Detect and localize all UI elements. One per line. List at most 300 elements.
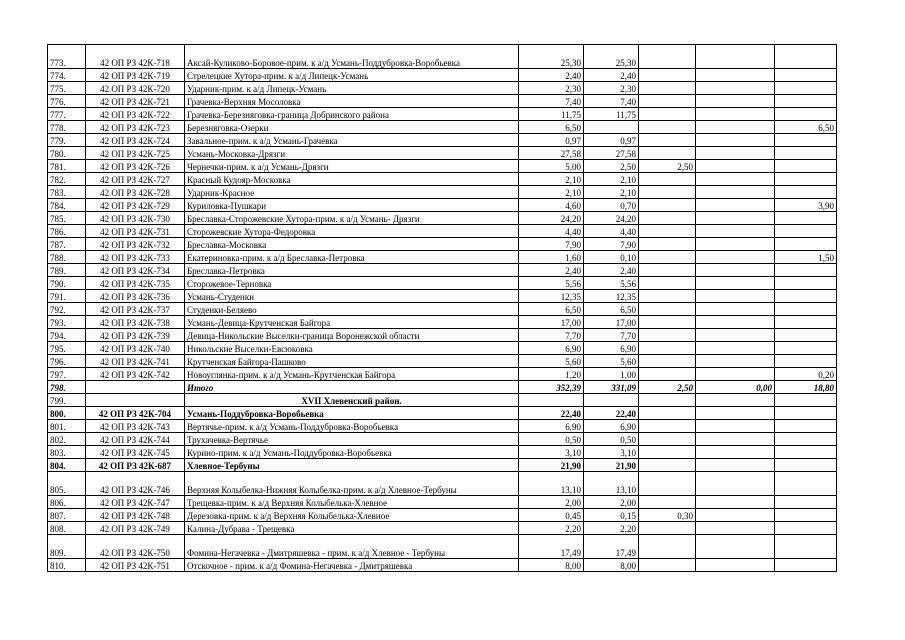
length-total: 2,00 [519, 496, 584, 509]
length-col-5 [775, 95, 837, 108]
length-total: 0,97 [519, 134, 584, 147]
length-col-4 [696, 277, 775, 290]
length-col-5 [775, 225, 837, 238]
row-number: 786. [48, 225, 86, 238]
length-col-4: 0,00 [696, 381, 775, 394]
length-col-5 [775, 535, 837, 559]
row-number: 796. [48, 355, 86, 368]
road-name: Девица-Никольские Выселки-граница Воронежской области [185, 329, 519, 342]
road-code: 42 ОП РЗ 42К-734 [86, 264, 185, 277]
length-col-5: 6,50 [775, 121, 837, 134]
road-code: 42 ОП РЗ 42К-741 [86, 355, 185, 368]
road-code: 42 ОП РЗ 42К-722 [86, 108, 185, 121]
length-col-4 [696, 459, 775, 472]
length-col-4 [696, 82, 775, 95]
length-total: 2,20 [519, 522, 584, 535]
table-row [48, 368, 837, 381]
length-col-4 [696, 160, 775, 173]
length-total: 4,60 [519, 199, 584, 212]
row-number: 781. [48, 160, 86, 173]
length-col-2: 331,09 [584, 381, 639, 394]
row-number: 804. [48, 459, 86, 472]
length-col-2: 2,30 [584, 82, 639, 95]
length-col-4 [696, 316, 775, 329]
table-row [48, 290, 837, 303]
length-col-5 [775, 472, 837, 496]
length-total: 24,20 [519, 212, 584, 225]
road-code: 42 ОП РЗ 42К-746 [86, 472, 185, 496]
road-name: Хлевное-Тербуны [185, 459, 519, 472]
row-number: 800. [48, 407, 86, 420]
length-col-5 [775, 134, 837, 147]
table-row [48, 238, 837, 251]
road-name: Усмань-Девица-Крутченская Байгора [185, 316, 519, 329]
table-row [48, 303, 837, 316]
length-total: 2,10 [519, 173, 584, 186]
length-col-3 [639, 433, 696, 446]
length-total: 352,39 [519, 381, 584, 394]
length-col-4 [696, 290, 775, 303]
road-name: Отскочное - прим. к а/д Фомина-Негачевка - Дмитряшевка [185, 559, 519, 572]
length-total: 17,49 [519, 535, 584, 559]
length-col-2: 25,30 [584, 45, 639, 69]
road-code: 42 ОП РЗ 42К-736 [86, 290, 185, 303]
length-total [519, 394, 584, 407]
row-number: 793. [48, 316, 86, 329]
length-col-2: 17,49 [584, 535, 639, 559]
road-code: 42 ОП РЗ 42К-739 [86, 329, 185, 342]
length-col-5 [775, 342, 837, 355]
road-code: 42 ОП РЗ 42К-724 [86, 134, 185, 147]
length-col-4 [696, 95, 775, 108]
road-code: 42 ОП РЗ 42К-720 [86, 82, 185, 95]
length-col-2: 12,35 [584, 290, 639, 303]
road-name: Сторожевские Хутора-Федоровка [185, 225, 519, 238]
road-code [86, 381, 185, 394]
road-name: Ударник-прим. к а/д Липецк-Усмань [185, 82, 519, 95]
length-col-4 [696, 108, 775, 121]
length-col-2: 2,20 [584, 522, 639, 535]
row-number: 778. [48, 121, 86, 134]
road-name: Курино-прим. к а/д Усмань-Поддубровка-Воробьевка [185, 446, 519, 459]
table-row [48, 212, 837, 225]
road-code: 42 ОП РЗ 42К-729 [86, 199, 185, 212]
length-col-5 [775, 522, 837, 535]
table-row [48, 459, 837, 472]
row-number: 788. [48, 251, 86, 264]
row-number: 773. [48, 45, 86, 69]
length-col-4 [696, 238, 775, 251]
road-name: Красный Кудояр-Московка [185, 173, 519, 186]
length-col-5 [775, 147, 837, 160]
length-col-2: 1,00 [584, 368, 639, 381]
row-number: 794. [48, 329, 86, 342]
length-col-4 [696, 45, 775, 69]
length-col-5 [775, 238, 837, 251]
length-col-4 [696, 173, 775, 186]
road-code: 42 ОП РЗ 42К-687 [86, 459, 185, 472]
table-row [48, 45, 837, 69]
length-col-3 [639, 186, 696, 199]
table-row [48, 277, 837, 290]
table-row [48, 134, 837, 147]
table-row [48, 147, 837, 160]
road-name: Грачевка-Березняговка-граница Добринского района [185, 108, 519, 121]
road-name: Аксай-Куликово-Боровое-прим. к а/д Усмань-Поддубровка-Воробьевка [185, 45, 519, 69]
row-number: 787. [48, 238, 86, 251]
length-total: 27,58 [519, 147, 584, 160]
length-col-5 [775, 45, 837, 69]
length-col-5 [775, 173, 837, 186]
length-col-3: 2,50 [639, 381, 696, 394]
table-row [48, 173, 837, 186]
road-code: 42 ОП РЗ 42К-743 [86, 420, 185, 433]
length-col-2: 24,20 [584, 212, 639, 225]
length-total: 25,30 [519, 45, 584, 69]
row-number: 808. [48, 522, 86, 535]
length-total: 2,40 [519, 69, 584, 82]
length-col-3 [639, 95, 696, 108]
length-col-5 [775, 303, 837, 316]
road-code: 42 ОП РЗ 42К-748 [86, 509, 185, 522]
road-code: 42 ОП РЗ 42К-749 [86, 522, 185, 535]
length-total: 5,00 [519, 160, 584, 173]
table-row [48, 329, 837, 342]
length-col-4 [696, 509, 775, 522]
length-col-4 [696, 225, 775, 238]
road-name: Бреславка-Московка [185, 238, 519, 251]
length-col-2: 0,15 [584, 509, 639, 522]
length-total: 6,50 [519, 121, 584, 134]
road-code: 42 ОП РЗ 42К-740 [86, 342, 185, 355]
road-code: 42 ОП РЗ 42К-747 [86, 496, 185, 509]
length-total: 8,00 [519, 559, 584, 572]
length-col-3 [639, 225, 696, 238]
length-col-3 [639, 277, 696, 290]
length-col-3 [639, 69, 696, 82]
road-code: 42 ОП РЗ 42К-744 [86, 433, 185, 446]
length-col-3 [639, 290, 696, 303]
length-total: 0,45 [519, 509, 584, 522]
length-col-5 [775, 316, 837, 329]
length-col-4 [696, 535, 775, 559]
length-col-4 [696, 355, 775, 368]
table-row [48, 355, 837, 368]
length-col-2: 8,00 [584, 559, 639, 572]
length-total: 2,40 [519, 264, 584, 277]
road-code: 42 ОП РЗ 42К-737 [86, 303, 185, 316]
length-col-3 [639, 496, 696, 509]
length-col-4 [696, 394, 775, 407]
table-row [48, 95, 837, 108]
length-col-2: 6,90 [584, 420, 639, 433]
road-code: 42 ОП РЗ 42К-721 [86, 95, 185, 108]
length-col-2: 22,40 [584, 407, 639, 420]
row-number: 799. [48, 394, 86, 407]
road-code: 42 ОП РЗ 42К-742 [86, 368, 185, 381]
length-col-2: 2,10 [584, 173, 639, 186]
length-col-4 [696, 134, 775, 147]
row-number: 785. [48, 212, 86, 225]
length-total: 4,40 [519, 225, 584, 238]
length-col-2: 7,90 [584, 238, 639, 251]
road-name: Трещевка-прим. к а/д Верхняя Колыбелька-Хлевное [185, 496, 519, 509]
road-name: Екатериновка-прим. к а/д Бреславка-Петровка [185, 251, 519, 264]
row-number: 795. [48, 342, 86, 355]
length-col-4 [696, 522, 775, 535]
length-col-2: 17,00 [584, 316, 639, 329]
length-col-4 [696, 368, 775, 381]
row-number: 798. [48, 381, 86, 394]
length-total: 1,60 [519, 251, 584, 264]
length-col-2: 6,50 [584, 303, 639, 316]
road-name: Новоуглянка-прим. к а/д Усмань-Крутченская Байгора [185, 368, 519, 381]
table-row [48, 420, 837, 433]
length-col-5 [775, 420, 837, 433]
length-col-5 [775, 108, 837, 121]
length-total: 3,10 [519, 446, 584, 459]
length-col-3 [639, 355, 696, 368]
length-col-3 [639, 316, 696, 329]
length-col-2: 0,50 [584, 433, 639, 446]
row-number: 806. [48, 496, 86, 509]
length-col-2: 5,60 [584, 355, 639, 368]
length-col-2: 0,10 [584, 251, 639, 264]
row-number: 784. [48, 199, 86, 212]
row-number: 803. [48, 446, 86, 459]
road-code: 42 ОП РЗ 42К-732 [86, 238, 185, 251]
road-name: Чернечки-прим. к а/д Усмань-Дрязги [185, 160, 519, 173]
length-col-3 [639, 45, 696, 69]
length-col-2: 6,90 [584, 342, 639, 355]
road-name: Куриловка-Пушкари [185, 199, 519, 212]
length-col-3 [639, 238, 696, 251]
road-code: 42 ОП РЗ 42К-731 [86, 225, 185, 238]
row-number: 775. [48, 82, 86, 95]
length-col-5 [775, 82, 837, 95]
length-col-3 [639, 559, 696, 572]
length-total: 2,30 [519, 82, 584, 95]
length-col-2: 3,10 [584, 446, 639, 459]
table-row [48, 108, 837, 121]
length-col-5: 1,50 [775, 251, 837, 264]
row-number: 792. [48, 303, 86, 316]
road-name: Дерезовка-прим. к а/д Верхняя Колыбелька-Хлевное [185, 509, 519, 522]
length-col-2: 2,50 [584, 160, 639, 173]
length-total: 22,40 [519, 407, 584, 420]
length-col-3 [639, 459, 696, 472]
row-number: 779. [48, 134, 86, 147]
length-col-5 [775, 329, 837, 342]
road-code: 42 ОП РЗ 42К-733 [86, 251, 185, 264]
road-table [47, 44, 837, 572]
row-number: 774. [48, 69, 86, 82]
length-col-3 [639, 329, 696, 342]
length-col-3 [639, 82, 696, 95]
road-code: 42 ОП РЗ 42К-735 [86, 277, 185, 290]
road-name: Усмань-Московка-Дрязги [185, 147, 519, 160]
table-row [48, 496, 837, 509]
section-header: XVII Хлевенский район. [185, 394, 519, 407]
road-code: 42 ОП РЗ 42К-750 [86, 535, 185, 559]
road-name: Березняговка-Озерки [185, 121, 519, 134]
length-col-4 [696, 186, 775, 199]
length-col-5: 18,80 [775, 381, 837, 394]
length-col-4 [696, 264, 775, 277]
table-row [48, 535, 837, 559]
table-row [48, 407, 837, 420]
length-col-3 [639, 535, 696, 559]
road-register-sheet [47, 44, 837, 572]
row-number: 809. [48, 535, 86, 559]
length-col-5: 3,90 [775, 199, 837, 212]
table-row [48, 522, 837, 535]
row-number: 790. [48, 277, 86, 290]
road-name: Итого [185, 381, 519, 394]
row-number: 797. [48, 368, 86, 381]
table-row [48, 472, 837, 496]
table-row [48, 433, 837, 446]
table-row [48, 446, 837, 459]
length-col-5 [775, 407, 837, 420]
road-name: Фомина-Негачевка - Дмитряшевка - прим. к а/д Хлевное - Тербуны [185, 535, 519, 559]
length-col-5 [775, 509, 837, 522]
road-code: 42 ОП РЗ 42К-751 [86, 559, 185, 572]
road-code: 42 ОП РЗ 42К-728 [86, 186, 185, 199]
length-col-4 [696, 407, 775, 420]
table-row [48, 394, 837, 407]
length-total: 6,90 [519, 342, 584, 355]
length-col-5 [775, 186, 837, 199]
table-row [48, 69, 837, 82]
length-col-3 [639, 522, 696, 535]
length-col-4 [696, 212, 775, 225]
length-col-3 [639, 199, 696, 212]
length-col-5: 0,20 [775, 368, 837, 381]
row-number: 776. [48, 95, 86, 108]
length-total: 6,90 [519, 420, 584, 433]
row-number: 783. [48, 186, 86, 199]
table-row [48, 509, 837, 522]
length-col-4 [696, 433, 775, 446]
road-code: 42 ОП РЗ 42К-727 [86, 173, 185, 186]
length-col-2: 4,40 [584, 225, 639, 238]
road-name: Студенки-Беляево [185, 303, 519, 316]
length-total: 5,60 [519, 355, 584, 368]
length-col-4 [696, 329, 775, 342]
length-total: 12,35 [519, 290, 584, 303]
road-code: 42 ОП РЗ 42К-738 [86, 316, 185, 329]
table-row [48, 381, 837, 394]
length-col-4 [696, 69, 775, 82]
length-total: 7,40 [519, 95, 584, 108]
road-name: Калина-Дубрава - Трещевка [185, 522, 519, 535]
length-col-3 [639, 472, 696, 496]
length-col-4 [696, 446, 775, 459]
length-col-2: 2,00 [584, 496, 639, 509]
row-number: 802. [48, 433, 86, 446]
length-col-2: 0,97 [584, 134, 639, 147]
road-code: 42 ОП РЗ 42К-725 [86, 147, 185, 160]
length-col-5 [775, 496, 837, 509]
road-code [86, 394, 185, 407]
length-col-3 [639, 173, 696, 186]
road-code: 42 ОП РЗ 42К-718 [86, 45, 185, 69]
row-number: 789. [48, 264, 86, 277]
length-total: 11,75 [519, 108, 584, 121]
table-row [48, 199, 837, 212]
length-col-3 [639, 121, 696, 134]
row-number: 780. [48, 147, 86, 160]
length-col-5 [775, 355, 837, 368]
road-name: Вертячье-прим. к а/д Усмань-Поддубровка-Воробьевка [185, 420, 519, 433]
length-col-4 [696, 342, 775, 355]
length-col-5 [775, 160, 837, 173]
table-row [48, 316, 837, 329]
table-row [48, 160, 837, 173]
length-col-3: 0,30 [639, 509, 696, 522]
length-col-3 [639, 407, 696, 420]
table-row [48, 251, 837, 264]
length-col-2: 11,75 [584, 108, 639, 121]
length-total: 6,50 [519, 303, 584, 316]
table-row [48, 342, 837, 355]
road-code: 42 ОП РЗ 42К-745 [86, 446, 185, 459]
length-col-5 [775, 290, 837, 303]
length-col-3 [639, 394, 696, 407]
length-col-2: 2,40 [584, 69, 639, 82]
row-number: 777. [48, 108, 86, 121]
length-total: 21,90 [519, 459, 584, 472]
table-row [48, 82, 837, 95]
length-col-2: 27,58 [584, 147, 639, 160]
length-col-4 [696, 199, 775, 212]
length-col-4 [696, 472, 775, 496]
row-number: 791. [48, 290, 86, 303]
length-total: 17,00 [519, 316, 584, 329]
length-col-5 [775, 212, 837, 225]
length-col-2: 0,70 [584, 199, 639, 212]
row-number: 782. [48, 173, 86, 186]
length-col-4 [696, 559, 775, 572]
length-col-5 [775, 394, 837, 407]
length-col-2: 13,10 [584, 472, 639, 496]
row-number: 807. [48, 509, 86, 522]
length-col-3 [639, 212, 696, 225]
row-number: 801. [48, 420, 86, 433]
length-col-2 [584, 121, 639, 134]
table-row [48, 121, 837, 134]
road-code: 42 ОП РЗ 42К-726 [86, 160, 185, 173]
road-code: 42 ОП РЗ 42К-719 [86, 69, 185, 82]
length-col-4 [696, 147, 775, 160]
length-col-4 [696, 121, 775, 134]
table-body [48, 45, 837, 572]
length-col-4 [696, 420, 775, 433]
length-col-2: 7,40 [584, 95, 639, 108]
length-total: 0,50 [519, 433, 584, 446]
road-name: Грачевка-Верхняя Мосоловка [185, 95, 519, 108]
table-row [48, 559, 837, 572]
road-code: 42 ОП РЗ 42К-704 [86, 407, 185, 420]
length-total: 13,10 [519, 472, 584, 496]
road-name: Никольские Выселки-Евсюковка [185, 342, 519, 355]
length-col-3 [639, 108, 696, 121]
road-name: Бреславка-Петровка [185, 264, 519, 277]
length-col-3 [639, 368, 696, 381]
length-col-5 [775, 264, 837, 277]
length-col-5 [775, 446, 837, 459]
